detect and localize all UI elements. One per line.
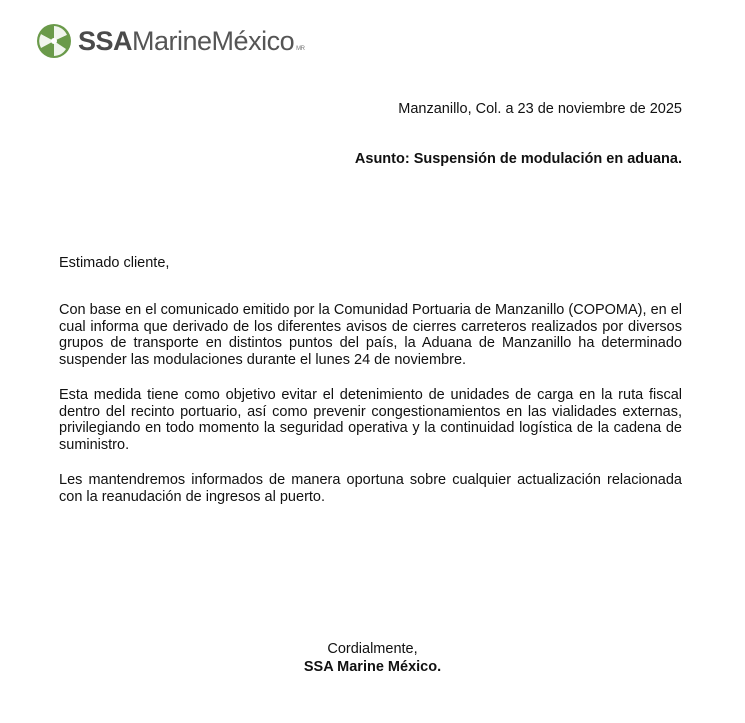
registered-mark: MR	[296, 45, 305, 52]
body-paragraph-2: Esta medida tiene como objetivo evitar el detenimiento de unidades de carga en la ruta fiscal dentro del recinto portuario, así como prevenir congestionamientos en las vialidades externas, privilegiando en todo momento la seguridad operativa y la continuidad logística de la cadena de suministro.	[59, 387, 682, 453]
greeting: Estimado cliente,	[59, 255, 170, 271]
closing-salutation: Cordialmente,	[327, 641, 418, 657]
signature-company: SSA Marine México.	[303, 659, 442, 675]
body-paragraph-3: Les mantendremos informados de manera oportuna sobre cualquier actualización relacionada con la reanudación de ingresos al puerto.	[59, 472, 682, 505]
brand-name	[78, 25, 305, 56]
closing-block	[0, 640, 745, 676]
subject-line: Asunto: Suspensión de modulación en aduana.	[354, 151, 682, 167]
body-paragraph-1: Con base en el comunicado emitido por la Comunidad Portuaria de Manzanillo (COPOMA), en el cual informa que derivado de los diferentes avisos de cierres carreteros realizados por diversos grupos de transporte en distintos puntos del país, la Aduana de Manzanillo ha determinado suspender las modulaciones durante el lunes 24 de noviembre.	[59, 302, 683, 368]
date-line: Manzanillo, Col. a 23 de noviembre de 2025	[398, 101, 682, 117]
brand-bold: SSA	[78, 25, 133, 56]
letterhead-logo	[36, 22, 304, 60]
brand-rest: MarineMéxico	[132, 25, 295, 56]
ssa-leaf-logo-icon	[36, 23, 72, 59]
